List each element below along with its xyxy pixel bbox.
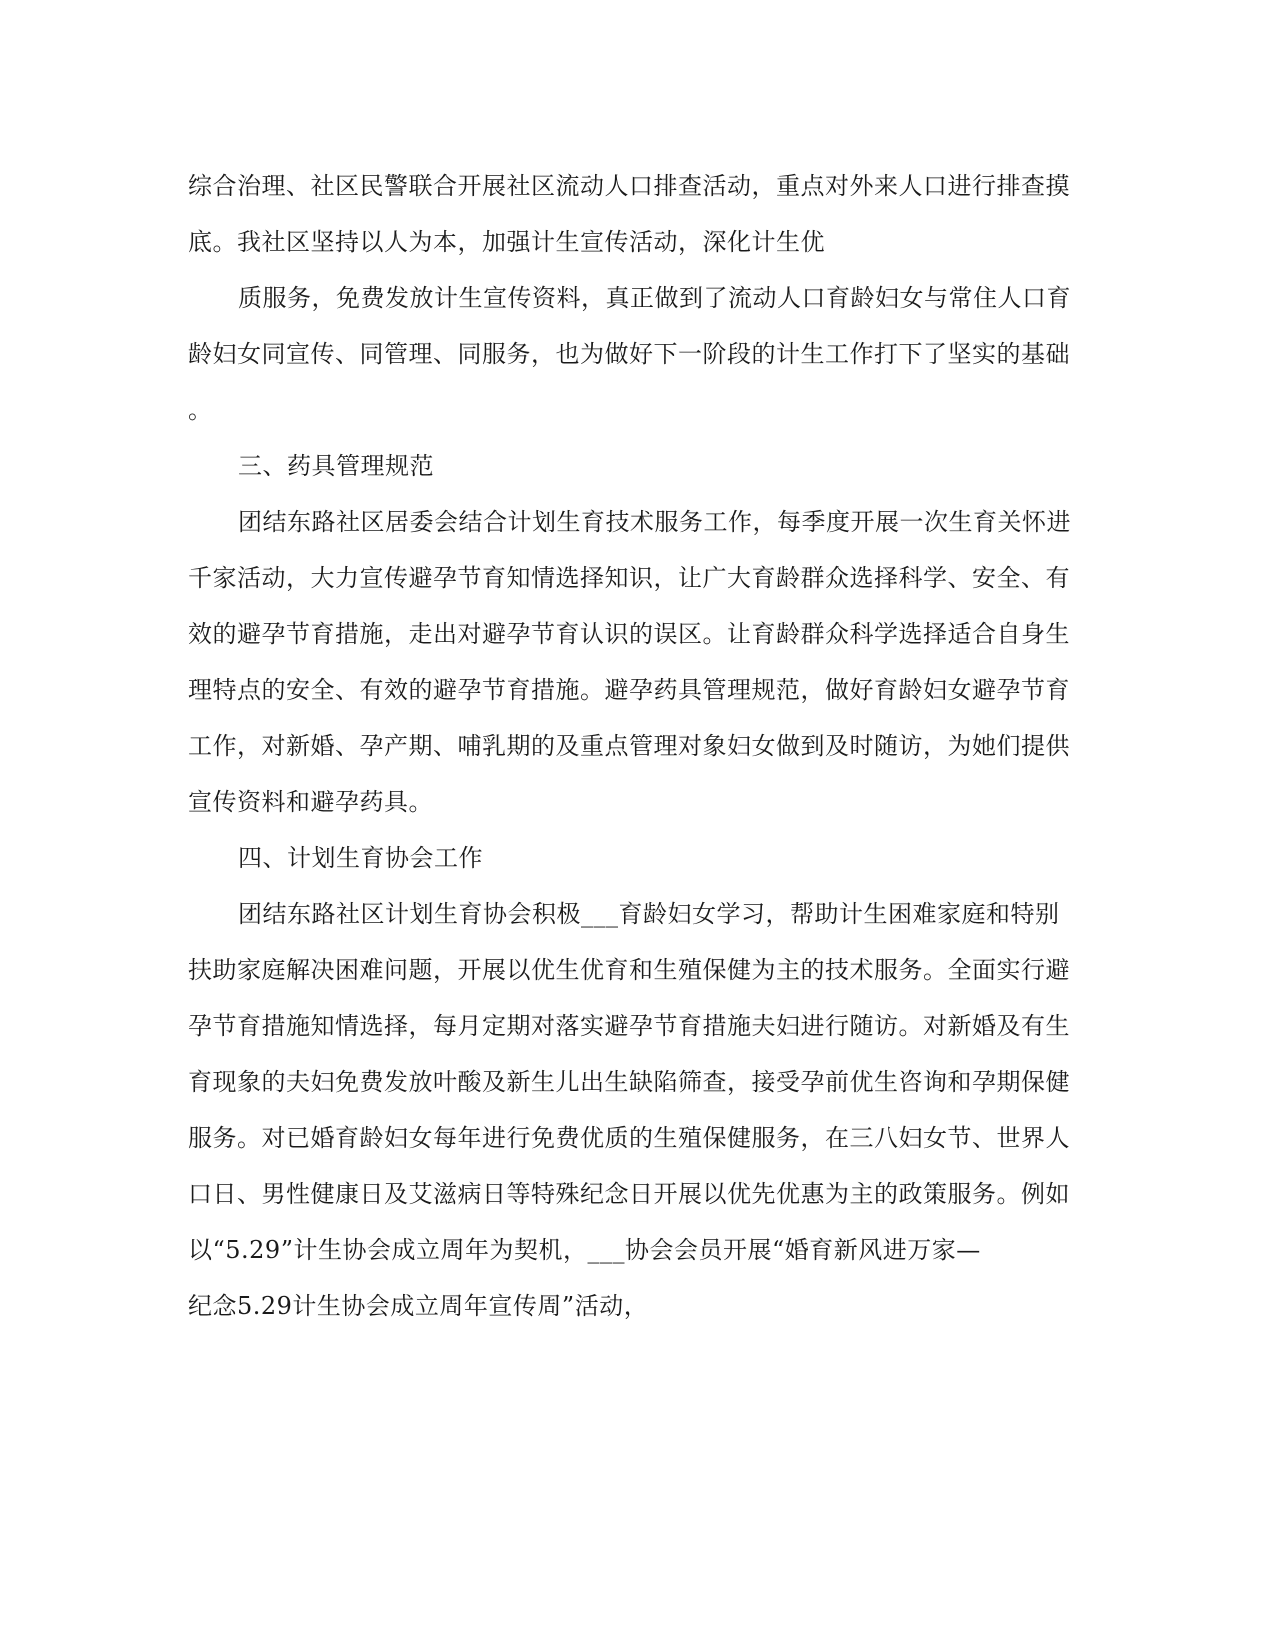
- section-heading-3: 三、药具管理规范: [238, 452, 434, 480]
- body-text-line: 孕节育措施知情选择，每月定期对落实避孕节育措施夫妇进行随访。对新婚及有生: [188, 1012, 1070, 1040]
- body-text-line: 以“5.29”计生协会成立周年为契机，___协会会员开展“婚育新风进万家—: [188, 1236, 981, 1264]
- body-text-line: 综合治理、社区民警联合开展社区流动人口排查活动，重点对外来人口进行排查摸: [188, 172, 1070, 200]
- body-text-line: 工作，对新婚、孕产期、哺乳期的及重点管理对象妇女做到及时随访，为她们提供: [188, 732, 1070, 760]
- body-text-line: 千家活动，大力宣传避孕节育知情选择知识，让广大育龄群众选择科学、安全、有: [188, 564, 1070, 592]
- body-text-line: 扶助家庭解决困难问题，开展以优生优育和生殖保健为主的技术服务。全面实行避: [188, 956, 1070, 984]
- body-text-line: 底。我社区坚持以人为本，加强计生宣传活动，深化计生优: [188, 228, 825, 256]
- body-text-line: 宣传资料和避孕药具。: [188, 788, 433, 816]
- body-text-line: 服务。对已婚育龄妇女每年进行免费优质的生殖保健服务，在三八妇女节、世界人: [188, 1124, 1070, 1152]
- body-text-line: 纪念5.29计生协会成立周年宣传周”活动，: [188, 1292, 649, 1320]
- body-text-line: 育现象的夫妇免费发放叶酸及新生儿出生缺陷筛查，接受孕前优生咨询和孕期保健: [188, 1068, 1070, 1096]
- paragraph-first-line: 质服务，免费发放计生宣传资料，真正做到了流动人口育龄妇女与常住人口育: [238, 284, 1071, 312]
- paragraph-first-line: 团结东路社区居委会结合计划生育技术服务工作，每季度开展一次生育关怀进: [238, 508, 1071, 536]
- section-heading-4: 四、计划生育协会工作: [238, 844, 483, 872]
- body-text-line: 口日、男性健康日及艾滋病日等特殊纪念日开展以优先优惠为主的政策服务。例如: [188, 1180, 1070, 1208]
- body-text-line: 龄妇女同宣传、同管理、同服务，也为做好下一阶段的计生工作打下了坚实的基础: [188, 340, 1070, 368]
- paragraph-first-line: 团结东路社区计划生育协会积极___育龄妇女学习，帮助计生困难家庭和特别: [238, 900, 1060, 928]
- body-text-line: 效的避孕节育措施，走出对避孕节育认识的误区。让育龄群众科学选择适合自身生: [188, 620, 1070, 648]
- body-text-line: 。: [188, 396, 213, 424]
- body-text-line: 理特点的安全、有效的避孕节育措施。避孕药具管理规范，做好育龄妇女避孕节育: [188, 676, 1070, 704]
